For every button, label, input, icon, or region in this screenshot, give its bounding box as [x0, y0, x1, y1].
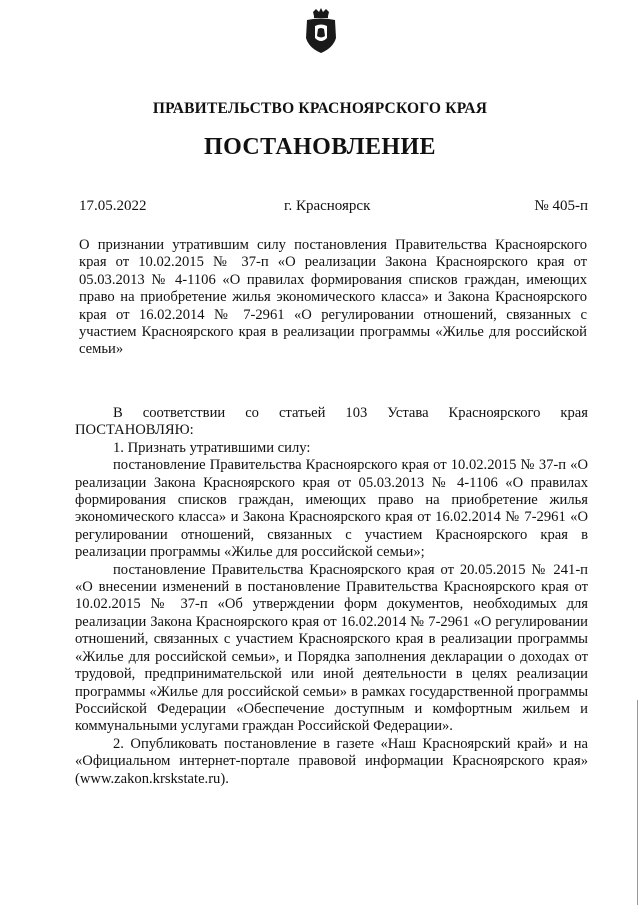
coat-of-arms-icon — [303, 8, 339, 54]
document-number: № 405-п — [534, 198, 588, 214]
item-2-paragraph: 2. Опубликовать постановление в газете «Наш Красноярский край» и на «Официальном интернет-портале правовой информации Красноярского края» (www.zakon.krskstate.ru). — [75, 735, 588, 787]
item-1b-paragraph: постановление Правительства Красноярского края от 20.05.2015 № 241-п «О внесении изменений в постановление Правительства Красноярского края от 10.02.2015 № 37-п «Об утверждении форм документов, необходимых для реализации Закона Красноярского края от 16.02.2014 № 7-2961 «О регулировании отношений, связанных с участием Красноярского края в реализации программы «Жилье для российской семьи», и Порядка заполнения декларации о доходах от трудовой, предпринимательской или иной деятельности в целях реализации программы «Жилье для российской семьи» в рамках государственной программы Российской Федерации «Обеспечение доступным и комфортным жильем и коммунальными услугами граждан Российской Федерации». — [75, 561, 588, 735]
organization-title: ПРАВИТЕЛЬСТВО КРАСНОЯРСКОГО КРАЯ — [152, 100, 488, 117]
document-date: 17.05.2022 — [79, 198, 147, 214]
document-type-title: ПОСТАНОВЛЕНИЕ — [204, 134, 436, 160]
item-1-paragraph: 1. Признать утратившими силу: — [113, 439, 311, 456]
document-subject: О признании утратившим силу постановления Правительства Красноярского края от 10.02.2015 № 37-п «О реализации Закона Красноярского края от 05.03.2013 № 4-1106 «О правилах формирования списков граждан, имеющих право на приобретение жилья экономического класса» и Закона Красноярского края от 16.02.2014 № 7-2961 «О регулировании отношений, связанных с участием Красноярского края в реализации программы «Жилье для российской семьи» — [79, 237, 587, 358]
item-1a-paragraph: постановление Правительства Красноярского края от 10.02.2015 № 37-п «О реализации Закона Красноярского края от 05.03.2013 № 4-1106 «О правилах формирования списков граждан, имеющих право на приобретение жилья экономического класса» и Закона Красноярского края от 16.02.2014 № 7-2961 «О регулировании отношений, связанных с участием Красноярского края в реализации программы «Жилье для российской семьи»; — [75, 457, 588, 561]
preamble-paragraph: В соответствии со статьей 103 Устава Красноярского края ПОСТАНОВЛЯЮ: — [75, 405, 588, 439]
document-city: г. Красноярск — [284, 198, 371, 214]
document-body — [75, 405, 588, 788]
scan-edge-line — [637, 700, 638, 905]
